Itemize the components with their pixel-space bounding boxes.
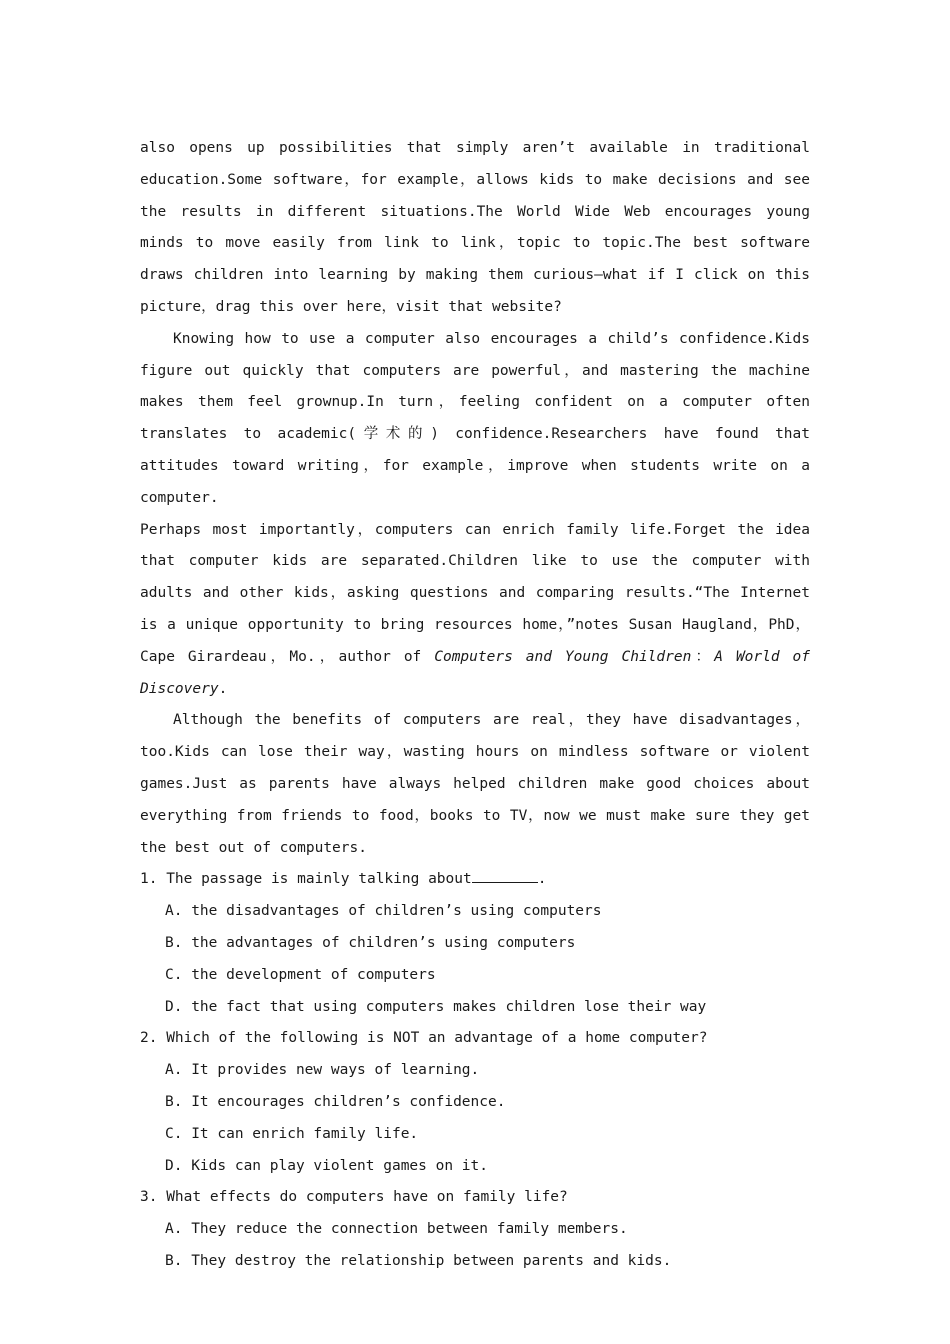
question-1-stem bbox=[140, 864, 810, 896]
question-1-text: 1. The passage is mainly talking about bbox=[140, 871, 472, 888]
question-2-option-b: B. It encourages children’s confidence. bbox=[165, 1093, 506, 1110]
question-1-option-d: D. the fact that using computers makes children lose their way bbox=[165, 998, 707, 1015]
question-2-option-d: D. Kids can play violent games on it. bbox=[165, 1157, 489, 1174]
answer-blank bbox=[472, 868, 538, 883]
question-2-stem: 2. Which of the following is NOT an advantage of a home computer? bbox=[140, 1030, 708, 1047]
question-3 bbox=[140, 1182, 810, 1277]
document-page bbox=[140, 133, 810, 1278]
colon: ： bbox=[691, 648, 715, 665]
book-title: Computers and Young Children bbox=[434, 648, 692, 665]
question-1-option-c: C. the development of computers bbox=[165, 966, 436, 983]
question-2-option-c: C. It can enrich family life. bbox=[165, 1125, 419, 1142]
question-1-end: . bbox=[537, 871, 547, 888]
question-2-option-a: A. It provides new ways of learning. bbox=[165, 1062, 480, 1079]
question-1-option-a: A. the disadvantages of children’s using computers bbox=[165, 903, 602, 920]
paragraph-3-text: Perhaps most importantly，computers can enrich family life.Forget the idea that computer kids are separated.Children like to use the computer with adults and other kids，asking questions and comparing results.“The Internet is a unique opportunity to bring resources home，”notes Susan Haugland，PhD，Cape Girardeau，Mo.，author of bbox=[140, 521, 810, 665]
book-subtitle: A World of Discovery bbox=[140, 648, 810, 697]
question-1 bbox=[140, 864, 810, 1023]
period: . bbox=[218, 680, 228, 697]
paragraph-3 bbox=[140, 515, 810, 706]
paragraph-2: Knowing how to use a computer also encourages a child’s confidence.Kids figure out quickly that computers are powerful，and mastering the machine makes them feel grownup.In turn，feeling confident on a computer often translates to academic(学术的) confidence.Researchers have found that attitudes toward writing，for example，improve when students write on a computer. bbox=[140, 330, 810, 506]
paragraph-4: Although the benefits of computers are real，they have disadvantages，too.Kids can lose their way，wasting hours on mindless software or violent games.Just as parents have always helped children make good choices about everything from friends to food，books to TV，now we must make sure they get the best out of computers. bbox=[140, 712, 810, 856]
question-1-option-b: B. the advantages of children’s using computers bbox=[165, 934, 576, 951]
paragraph-1: also opens up possibilities that simply aren’t available in traditional education.Some software，for example，allows kids to make decisions and see the results in different situations.The World Wide Web encourages young minds to move easily from link to link，topic to topic.The best software draws children into learning by making them curious—what if I click on this picture，drag this over here，visit that website? bbox=[140, 140, 810, 315]
question-2 bbox=[140, 1023, 810, 1182]
question-3-option-a: A. They reduce the connection between family members. bbox=[165, 1221, 628, 1238]
question-3-stem: 3. What effects do computers have on family life? bbox=[140, 1189, 568, 1206]
question-3-option-b: B. They destroy the relationship between parents and kids. bbox=[165, 1252, 672, 1269]
